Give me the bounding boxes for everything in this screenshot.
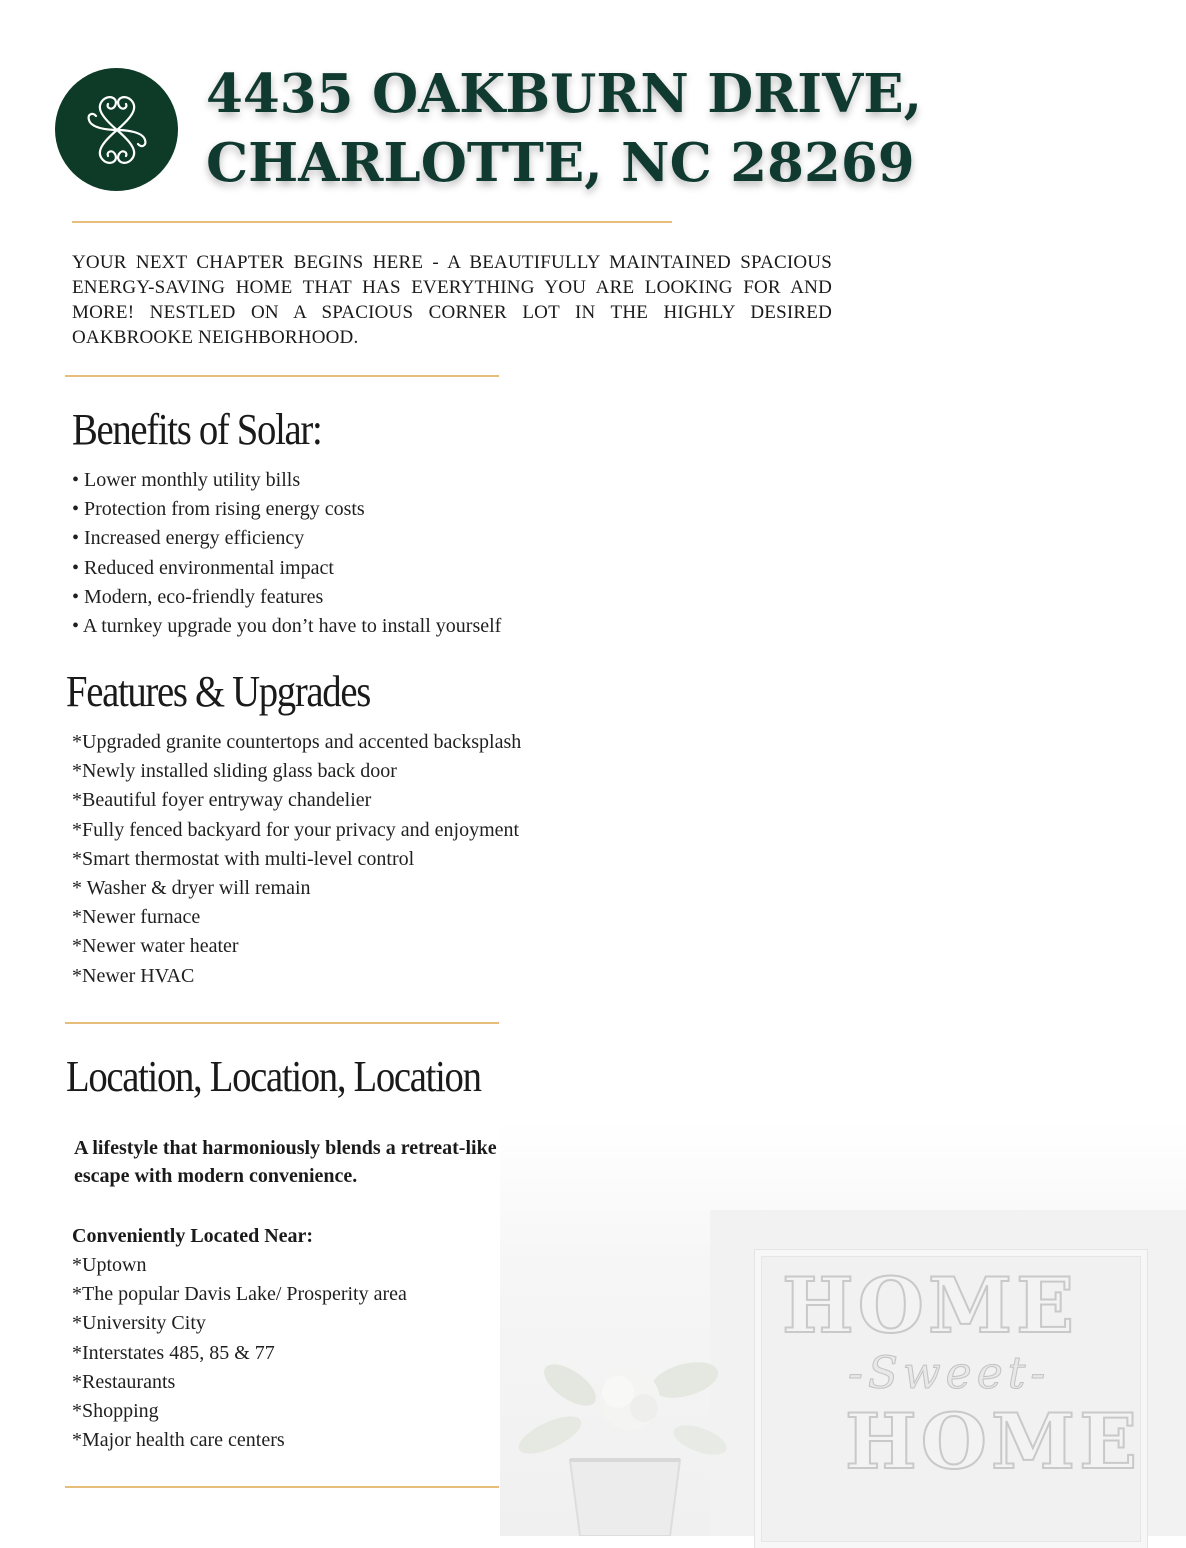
list-item: • Modern, eco-friendly features — [72, 585, 324, 608]
sign-home-top: HOME — [782, 1261, 1079, 1350]
list-item: * Washer & dryer will remain — [72, 877, 311, 900]
benefits-title: Benefits of Solar: — [72, 405, 322, 454]
list-item: • Reduced environmental impact — [72, 556, 334, 579]
list-item: *Newer HVAC — [72, 964, 195, 987]
list-item: *The popular Davis Lake/ Prosperity area — [72, 1283, 407, 1306]
list-item: • Protection from rising energy costs — [72, 498, 365, 521]
list-item: *Newer furnace — [72, 906, 201, 929]
nearby-list — [72, 1251, 407, 1455]
features-title: Features & Upgrades — [66, 667, 370, 716]
list-item: *Smart thermostat with multi-level control — [72, 847, 415, 870]
features-list — [72, 728, 521, 991]
list-item: *Beautiful foyer entryway chandelier — [72, 789, 372, 812]
list-item: • Increased energy efficiency — [72, 527, 305, 550]
list-item: *Shopping — [72, 1400, 159, 1423]
list-item: *Restaurants — [72, 1370, 176, 1393]
list-item: *Newer water heater — [72, 935, 239, 958]
swirl-emblem-icon — [81, 88, 153, 172]
address-line-2: CHARLOTTE, NC 28269 — [206, 132, 915, 194]
list-item: *Major health care centers — [72, 1429, 285, 1452]
list-item: • Lower monthly utility bills — [72, 469, 301, 491]
lifestyle-statement: A lifestyle that harmoniously blends a retreat-like escape with modern convenience. — [74, 1137, 497, 1187]
sign-sweet: -Sweet- — [848, 1348, 1051, 1399]
list-item: • A turnkey upgrade you don’t have to install yourself — [72, 615, 502, 638]
list-item: *Interstates 485, 85 & 77 — [72, 1341, 275, 1364]
sign-home-bottom: HOME — [845, 1397, 1142, 1486]
benefits-list — [72, 466, 501, 641]
divider-intro — [65, 375, 499, 377]
list-item: *Uptown — [72, 1254, 147, 1276]
property-address — [206, 60, 922, 198]
list-item: *Upgraded granite countertops and accented backsplash — [72, 731, 522, 753]
divider-bottom — [65, 1486, 499, 1488]
list-item: *Fully fenced backyard for your privacy and enjoyment — [72, 818, 520, 841]
intro-paragraph: YOUR NEXT CHAPTER BEGINS HERE - A BEAUTIFULLY MAINTAINED SPACIOUS ENERGY-SAVING HOME THAT HAS EVERYTHING YOU ARE LOOKING FOR AND MORE! NESTLED ON A SPACIOUS CORNER LOT IN THE HIGHLY DESIRED OAKBROOKE NEIGHBORHOOD. — [72, 252, 832, 348]
address-line-1: 4435 OAKBURN DRIVE, — [206, 63, 923, 125]
list-item: *University City — [72, 1312, 206, 1335]
location-title: Location, Location, Location — [66, 1052, 481, 1101]
divider-top — [72, 221, 672, 223]
conveniently-located-heading: Conveniently Located Near: — [72, 1225, 314, 1247]
divider-features — [65, 1022, 499, 1024]
plant-decoration — [510, 1340, 740, 1536]
logo — [55, 68, 178, 191]
list-item: *Newly installed sliding glass back door — [72, 760, 397, 783]
